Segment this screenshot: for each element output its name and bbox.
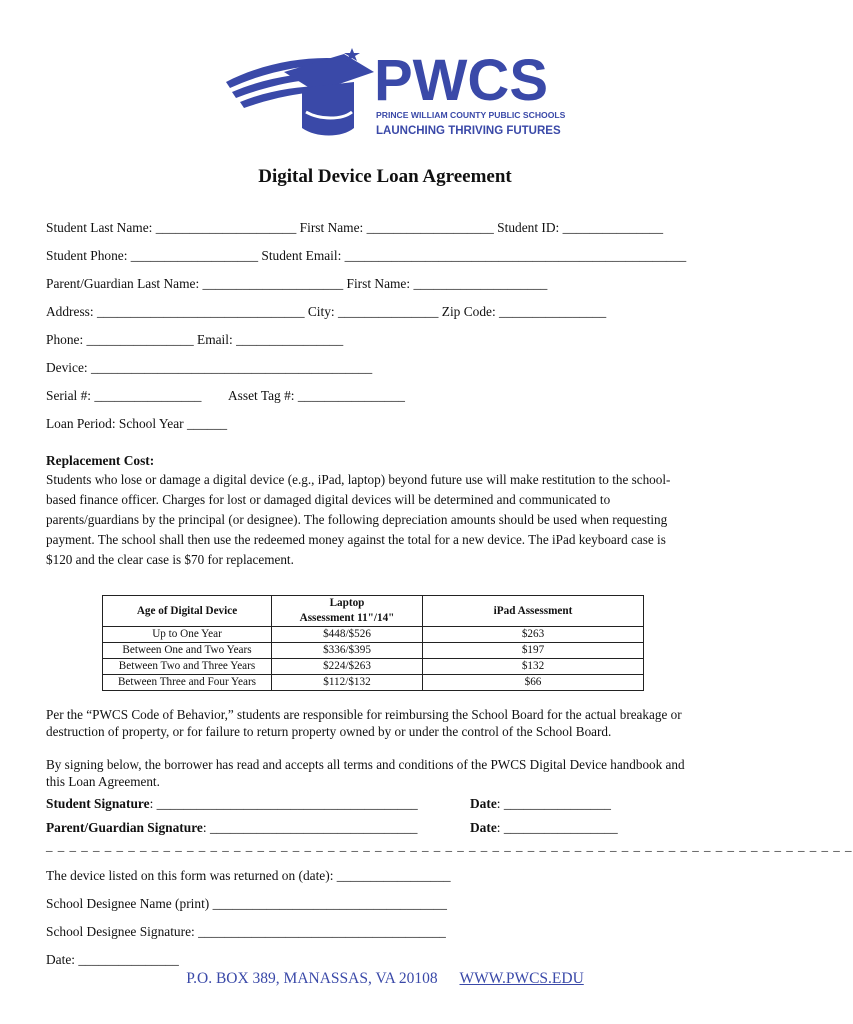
- address-line[interactable]: Address: _______________________________ City: _______________ Zip Code: ________________: [46, 304, 607, 319]
- signing-line: By signing below, the borrower has read and accepts all terms and conditions of the PWCS Digital Device handbook and: [46, 757, 685, 772]
- parent-date-field[interactable]: [470, 820, 618, 836]
- return-date-line[interactable]: The device listed on this form was returned on (date): _________________: [46, 868, 451, 883]
- table-header-row: [103, 596, 644, 627]
- parent-date-line[interactable]: : _________________: [496, 820, 618, 835]
- cut-divider: _ _ _ _ _ _ _ _ _ _ _ _ _ _ _ _ _ _ _ _ _ _ _ _ _ _ _ _ _ _ _ _ _ _ _ _ _ _ _ _ _ _ _ _ _ _ _ _ _ _ _ _ _ _ _ _ _ _ _ _ _ _ _ _ _ _ _ _ _: [46, 838, 853, 853]
- table-row: [103, 643, 644, 659]
- behavior-paragraph: [46, 706, 736, 740]
- final-date-line[interactable]: Date: _______________: [46, 952, 179, 967]
- parent-date-label: Date: [470, 820, 497, 835]
- depreciation-table: [102, 595, 644, 691]
- designee-name-line[interactable]: School Designee Name (print) ___________________________________: [46, 896, 447, 911]
- phone-email-line[interactable]: Phone: ________________ Email: ________________: [46, 332, 344, 347]
- cell-ipad: $197: [423, 643, 644, 659]
- parent-name-line[interactable]: Parent/Guardian Last Name: _____________________ First Name: ____________________: [46, 276, 548, 291]
- parent-signature-line[interactable]: : _______________________________: [202, 820, 418, 835]
- parent-signature-field[interactable]: [46, 820, 418, 836]
- replacement-heading: Replacement Cost:: [46, 453, 155, 468]
- header-laptop-line1: Laptop: [329, 597, 365, 609]
- cell-age: Up to One Year: [103, 627, 272, 643]
- student-name-line[interactable]: Student Last Name: _____________________ First Name: ___________________ Student ID: _______________: [46, 220, 664, 235]
- student-date-line[interactable]: : ________________: [496, 796, 611, 811]
- logo-org: PRINCE WILLIAM COUNTY PUBLIC SCHOOLS: [376, 110, 566, 120]
- table-row: [103, 675, 644, 691]
- serial-line[interactable]: Serial #: ________________: [46, 388, 202, 403]
- cell-laptop: $448/$526: [272, 627, 423, 643]
- cell-age: Between Two and Three Years: [103, 659, 272, 675]
- cell-laptop: $224/$263: [272, 659, 423, 675]
- cell-ipad: $132: [423, 659, 644, 675]
- replacement-line: parents/guardians by the principal (or designee). The following depreciation amounts should be used when requesting: [46, 512, 668, 527]
- student-date-label: Date: [470, 796, 497, 811]
- header-laptop: [272, 596, 423, 627]
- behavior-line: destruction of property, or for failure to return property owned by or under the control of the School Board.: [46, 724, 612, 739]
- student-signature-label: Student Signature: [46, 796, 150, 811]
- cell-laptop: $336/$395: [272, 643, 423, 659]
- asset-tag-line[interactable]: Asset Tag #: ________________: [228, 388, 405, 403]
- replacement-paragraph: [46, 470, 706, 570]
- cell-age: Between One and Two Years: [103, 643, 272, 659]
- footer-address: P.O. BOX 389, MANASSAS, VA 20108: [186, 970, 438, 987]
- cell-ipad: $263: [423, 627, 644, 643]
- replacement-line: $120 and the clear case is $70 for replacement.: [46, 552, 294, 567]
- table-row: [103, 659, 644, 675]
- replacement-line: payment. The school shall then use the redeemed money against the total for a new device. The iPad keyboard case is: [46, 532, 666, 547]
- student-signature-field[interactable]: [46, 796, 418, 812]
- cell-ipad: $66: [423, 675, 644, 691]
- signing-line: this Loan Agreement.: [46, 774, 160, 789]
- signing-paragraph: [46, 756, 736, 790]
- student-date-field[interactable]: [470, 796, 611, 812]
- replacement-line: Students who lose or damage a digital device (e.g., iPad, laptop) beyond future use will make restitution to the school-: [46, 472, 671, 487]
- logo-tagline: LAUNCHING THRIVING FUTURES: [376, 125, 561, 137]
- header-ipad: iPad Assessment: [423, 596, 644, 627]
- student-signature-line[interactable]: : _______________________________________: [149, 796, 418, 811]
- cell-laptop: $112/$132: [272, 675, 423, 691]
- footer-website-link[interactable]: WWW.PWCS.EDU: [459, 970, 584, 987]
- header-age: Age of Digital Device: [103, 596, 272, 627]
- table-row: [103, 627, 644, 643]
- loan-period-line[interactable]: Loan Period: School Year ______: [46, 416, 228, 431]
- page-title: Digital Device Loan Agreement: [258, 166, 512, 187]
- designee-signature-line[interactable]: School Designee Signature: _____________________________________: [46, 924, 446, 939]
- cell-age: Between Three and Four Years: [103, 675, 272, 691]
- header-laptop-line2: Assessment 11"/14": [299, 612, 395, 624]
- student-contact-line[interactable]: Student Phone: ___________________ Student Email: ___________________________________________________: [46, 248, 687, 263]
- logo-wordmark: PWCS: [374, 48, 548, 113]
- footer: [0, 970, 770, 988]
- device-line[interactable]: Device: __________________________________________: [46, 360, 373, 375]
- replacement-line: based finance officer. Charges for lost or damaged digital devices will be determined and communicated to: [46, 492, 611, 507]
- parent-signature-label: Parent/Guardian Signature: [46, 820, 203, 835]
- behavior-line: Per the “PWCS Code of Behavior,” students are responsible for reimbursing the School Board for the actual breakage or: [46, 707, 682, 722]
- pwcs-logo: [224, 42, 566, 147]
